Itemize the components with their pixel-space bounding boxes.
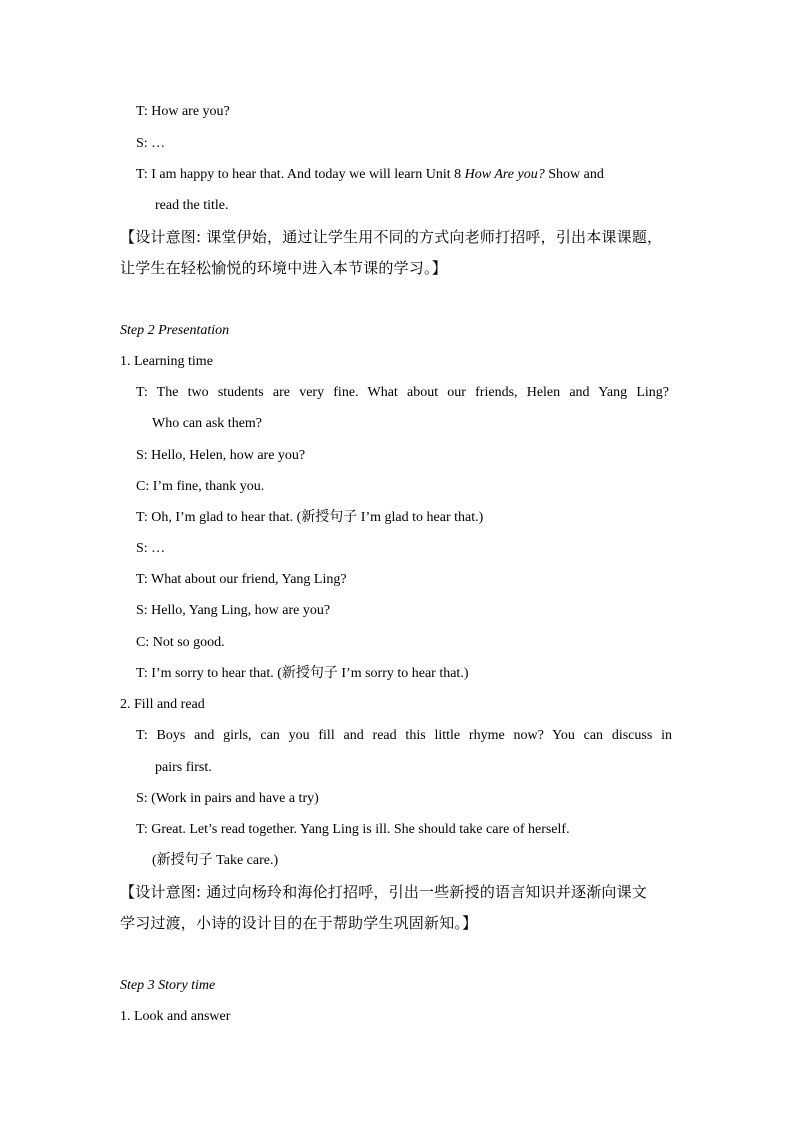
design-intent: 学习过渡，小诗的设计目的在于帮助学生巩固新知。】 bbox=[120, 914, 478, 932]
dialogue-line bbox=[136, 165, 674, 185]
dialogue-text: T: I am happy to hear that. And today we will learn Unit 8 bbox=[136, 167, 465, 182]
dialogue-line: T: What about our friend, Yang Ling? bbox=[136, 572, 347, 587]
dialogue-line-continuation: pairs first. bbox=[155, 760, 212, 775]
dialogue-line: T: I’m sorry to hear that. (新授句子 I’m sorry to hear that.) bbox=[136, 666, 469, 681]
dialogue-line: T: Boys and girls, can you fill and read this little rhyme now? You can discuss in bbox=[136, 728, 672, 743]
design-intent: 让学生在轻松愉悦的环境中进入本节课的学习。】 bbox=[120, 259, 447, 277]
dialogue-line: C: Not so good. bbox=[136, 635, 225, 650]
dialogue-line: S: … bbox=[136, 136, 166, 151]
dialogue-line: S: (Work in pairs and have a try) bbox=[136, 791, 319, 806]
dialogue-line-continuation: (新授句子 Take care.) bbox=[152, 853, 279, 868]
section-heading: Step 3 Story time bbox=[120, 978, 216, 993]
section-heading: Step 2 Presentation bbox=[120, 323, 230, 338]
dialogue-line-continuation: read the title. bbox=[155, 198, 229, 213]
design-intent: 【设计意图: 课堂伊始，通过让学生用不同的方式向老师打招呼，引出本课课题， bbox=[120, 228, 663, 246]
list-item-heading: 1. Learning time bbox=[120, 354, 213, 369]
list-item-heading: 2. Fill and read bbox=[120, 697, 205, 712]
list-item-heading: 1. Look and answer bbox=[120, 1009, 231, 1024]
dialogue-line: S: Hello, Yang Ling, how are you? bbox=[136, 603, 331, 618]
dialogue-line: S: … bbox=[136, 541, 166, 556]
dialogue-line-continuation: Who can ask them? bbox=[152, 416, 263, 431]
dialogue-line: T: Great. Let’s read together. Yang Ling is ill. She should take care of herself. bbox=[136, 822, 570, 837]
dialogue-line: S: Hello, Helen, how are you? bbox=[136, 448, 306, 463]
dialogue-line: T: Oh, I’m glad to hear that. (新授句子 I’m glad to hear that.) bbox=[136, 510, 484, 525]
dialogue-line: T: How are you? bbox=[136, 104, 230, 119]
dialogue-line: T: The two students are very fine. What about our friends, Helen and Yang Ling? bbox=[136, 385, 669, 400]
unit-title: How Are you? bbox=[464, 167, 545, 182]
design-intent: 【设计意图: 通过向杨玲和海伦打招呼，引出一些新授的语言知识并逐渐向课文 bbox=[120, 883, 648, 901]
dialogue-line: C: I’m fine, thank you. bbox=[136, 479, 265, 494]
dialogue-text: Show and bbox=[544, 167, 604, 182]
